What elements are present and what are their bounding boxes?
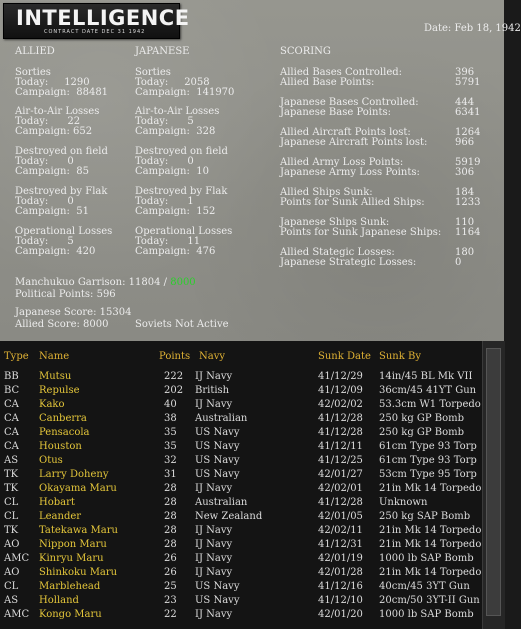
scoring-label: Allied Bases Controlled: xyxy=(280,67,403,78)
ship-navy: US Navy xyxy=(195,441,240,452)
scoring-label: Japanese Aircraft Points lost: xyxy=(280,137,428,148)
ship-name: Hobart xyxy=(39,497,75,508)
scoring-value: 5791 xyxy=(455,77,481,88)
japanese-field-today: Today: 0 xyxy=(135,156,194,167)
ships-sunk-table xyxy=(0,341,482,629)
allied-field-title: Destroyed on field xyxy=(15,146,108,157)
ship-name: Nippon Maru xyxy=(39,539,107,550)
sunk-date: 41/12/28 xyxy=(318,413,363,424)
ship-navy: British xyxy=(195,385,230,396)
table-row[interactable] xyxy=(0,496,482,510)
manchukuo-garrison xyxy=(15,278,196,288)
allied-flak-title: Destroyed by Flak xyxy=(15,186,108,197)
table-row[interactable] xyxy=(0,538,482,552)
ship-points: 31 xyxy=(164,469,177,480)
ship-name: Houston xyxy=(39,441,82,452)
scoring-label: Allied Ships Sunk: xyxy=(280,187,373,198)
sunk-by: 40cm/45 3YT Gun xyxy=(379,581,470,592)
sunk-date: 42/02/01 xyxy=(318,483,363,494)
table-row[interactable] xyxy=(0,454,482,468)
table-row[interactable] xyxy=(0,580,482,594)
table-row[interactable] xyxy=(0,566,482,580)
japanese-field-campaign: Campaign: 10 xyxy=(135,166,209,177)
table-row[interactable] xyxy=(0,426,482,440)
ship-name: Okayama Maru xyxy=(39,483,117,494)
scoring-label: Allied Stategic Losses: xyxy=(280,247,395,258)
table-row[interactable] xyxy=(0,594,482,608)
ship-name: Marblehead xyxy=(39,581,101,592)
ship-points: 25 xyxy=(164,581,177,592)
sunk-date: 42/02/11 xyxy=(318,525,363,536)
ship-points: 26 xyxy=(164,567,177,578)
ship-points: 222 xyxy=(164,371,184,382)
table-row[interactable] xyxy=(0,468,482,482)
scoring-label: Allied Army Loss Points: xyxy=(280,157,404,168)
ship-name: Mutsu xyxy=(39,371,72,382)
scoring-value: 110 xyxy=(455,217,475,228)
ship-points: 35 xyxy=(164,441,177,452)
ship-type: CA xyxy=(4,399,19,410)
allied-flak-campaign: Campaign: 51 xyxy=(15,206,89,217)
ship-type: AS xyxy=(4,595,19,606)
ship-navy: US Navy xyxy=(195,469,240,480)
scoring-label: Japanese Base Points: xyxy=(280,107,391,118)
ship-type: CL xyxy=(4,497,19,508)
ship-type: AS xyxy=(4,455,19,466)
ship-type: AMC xyxy=(4,553,30,564)
japanese-column-heading: JAPANESE xyxy=(135,46,190,57)
ship-type: CL xyxy=(4,581,19,592)
sunk-by: Unknown xyxy=(379,497,428,508)
table-row[interactable] xyxy=(0,440,482,454)
sunk-by: 250 kg SAP Bomb xyxy=(379,511,471,522)
ship-type: AO xyxy=(4,567,20,578)
ship-navy: US Navy xyxy=(195,427,240,438)
japanese-field-title: Destroyed on field xyxy=(135,146,228,157)
japanese-sorties-today: Today: 2058 xyxy=(135,77,210,88)
ship-points: 32 xyxy=(164,455,177,466)
ship-navy: IJ Navy xyxy=(195,525,233,536)
scoring-label: Allied Aircraft Points lost: xyxy=(280,127,411,138)
japanese-flak-title: Destroyed by Flak xyxy=(135,186,228,197)
sunk-date: 41/12/16 xyxy=(318,581,363,592)
report-date: Date: Feb 18, 1942 xyxy=(424,23,521,34)
sunk-date: 41/12/28 xyxy=(318,497,363,508)
ship-type: TK xyxy=(4,469,19,480)
ship-navy: IJ Navy xyxy=(195,483,233,494)
sunk-by: 61cm Type 93 Torp xyxy=(379,441,477,452)
table-row[interactable] xyxy=(0,552,482,566)
scoring-value: 966 xyxy=(455,137,475,148)
allied-a2a-title: Air-to-Air Losses xyxy=(15,106,100,117)
scoring-label: Points for Sunk Allied Ships: xyxy=(280,197,425,208)
japanese-flak-campaign: Campaign: 152 xyxy=(135,206,216,217)
allied-field-campaign: Campaign: 85 xyxy=(15,166,89,177)
ship-name: Kongo Maru xyxy=(39,609,102,620)
ship-type: TK xyxy=(4,483,19,494)
sunk-date: 41/12/25 xyxy=(318,455,363,466)
ship-navy: IJ Navy xyxy=(195,371,233,382)
japanese-score: Japanese Score: 15304 xyxy=(15,307,132,318)
sunk-by: 21in Mk 14 Torpedo xyxy=(379,567,482,578)
allied-ops-campaign: Campaign: 420 xyxy=(15,246,96,257)
ship-points: 202 xyxy=(164,385,184,396)
sunk-by: 21in Mk 14 Torpedo xyxy=(379,539,482,550)
ship-points: 28 xyxy=(164,497,177,508)
sunk-by: 21in Mk 14 Torpedo xyxy=(379,483,482,494)
ship-type: BC xyxy=(4,385,20,396)
scoring-value: 396 xyxy=(455,67,475,78)
ship-navy: Australian xyxy=(195,413,248,424)
sunk-by: 14in/45 BL Mk VII xyxy=(379,371,473,382)
sunk-date: 42/01/27 xyxy=(318,469,363,480)
scoring-label: Points for Sunk Japanese Ships: xyxy=(280,227,442,238)
table-row[interactable] xyxy=(0,510,482,524)
sunk-by: 20cm/50 3YT-II Gun xyxy=(379,595,480,606)
japanese-ops-campaign: Campaign: 476 xyxy=(135,246,216,257)
allied-sorties-campaign: Campaign: 88481 xyxy=(15,87,109,98)
table-row[interactable] xyxy=(0,384,482,398)
ship-name: Shinkoku Maru xyxy=(39,567,118,578)
table-row[interactable] xyxy=(0,412,482,426)
ship-type: AO xyxy=(4,539,20,550)
scoring-value: 5919 xyxy=(455,157,481,168)
scoring-label: Japanese Ships Sunk: xyxy=(280,217,390,228)
ship-type: CA xyxy=(4,413,19,424)
scoring-value: 444 xyxy=(455,97,475,108)
scoring-column-heading: SCORING xyxy=(280,46,331,57)
allied-a2a-today: Today: 22 xyxy=(15,116,81,127)
ship-type: CA xyxy=(4,441,19,452)
japanese-flak-today: Today: 1 xyxy=(135,196,194,207)
table-row[interactable] xyxy=(0,524,482,538)
ship-navy: US Navy xyxy=(195,581,240,592)
column-header-sunk-by[interactable]: Sunk By xyxy=(379,351,421,362)
ship-navy: IJ Navy xyxy=(195,539,233,550)
ship-name: Repulse xyxy=(39,385,80,396)
ship-name: Kinryu Maru xyxy=(39,553,104,564)
political-points: Political Points: 596 xyxy=(15,289,116,300)
ship-name: Tatekawa Maru xyxy=(39,525,118,536)
ship-navy: New Zealand xyxy=(195,511,263,522)
sunk-date: 42/01/05 xyxy=(318,511,363,522)
sunk-date: 42/01/28 xyxy=(318,567,363,578)
scoring-value: 180 xyxy=(455,247,475,258)
ship-points: 40 xyxy=(164,399,177,410)
table-row[interactable] xyxy=(0,608,482,622)
ship-points: 28 xyxy=(164,511,177,522)
allied-a2a-campaign: Campaign: 652 xyxy=(15,126,93,137)
allied-flak-today: Today: 0 xyxy=(15,196,74,207)
column-header-sunk-date[interactable]: Sunk Date xyxy=(318,351,371,362)
japanese-a2a-title: Air-to-Air Losses xyxy=(135,106,220,117)
japanese-a2a-campaign: Campaign: 328 xyxy=(135,126,216,137)
logo-subtitle: CONTRACT DATE DEC 31 1942 xyxy=(44,29,146,35)
sunk-date: 42/01/19 xyxy=(318,553,363,564)
sunk-by: 61cm Type 93 Torp xyxy=(379,455,477,466)
sunk-by: 21in Mk 14 Torpedo xyxy=(379,525,482,536)
ship-points: 35 xyxy=(164,427,177,438)
ship-navy: IJ Navy xyxy=(195,567,233,578)
sunk-by: 250 kg GP Bomb xyxy=(379,427,465,438)
sunk-by: 36cm/45 41YT Gun xyxy=(379,385,477,396)
japanese-ops-today: Today: 11 xyxy=(135,236,201,247)
ship-type: BB xyxy=(4,371,19,382)
ship-points: 26 xyxy=(164,553,177,564)
ship-points: 22 xyxy=(164,609,177,620)
ship-type: TK xyxy=(4,525,19,536)
scoring-value: 0 xyxy=(455,257,462,268)
ship-type: AMC xyxy=(4,609,30,620)
column-header-name[interactable]: Name xyxy=(39,351,70,362)
sunk-by: 250 kg GP Bomb xyxy=(379,413,465,424)
ship-points: 23 xyxy=(164,595,177,606)
sunk-date: 41/12/11 xyxy=(318,441,363,452)
ship-navy: IJ Navy xyxy=(195,609,233,620)
sunk-by: 1000 lb SAP Bomb xyxy=(379,609,474,620)
logo-title: INTELLIGENCE xyxy=(16,6,190,30)
scoring-label: Japanese Army Loss Points: xyxy=(280,167,420,178)
ship-points: 28 xyxy=(164,539,177,550)
ship-type: CL xyxy=(4,511,19,522)
sunk-date: 42/02/02 xyxy=(318,399,363,410)
sunk-date: 41/12/10 xyxy=(318,595,363,606)
ship-name: Holland xyxy=(39,595,79,606)
ship-name: Leander xyxy=(39,511,82,522)
allied-sorties-title: Sorties xyxy=(15,67,51,78)
scoring-value: 1233 xyxy=(455,197,481,208)
ship-points: 38 xyxy=(164,413,177,424)
column-header-navy[interactable]: Navy xyxy=(199,351,226,362)
ship-navy: Australian xyxy=(195,497,248,508)
ship-name: Larry Doheny xyxy=(39,469,109,480)
ship-points: 28 xyxy=(164,525,177,536)
garrison-label: Manchukuo Garrison: 11804 / xyxy=(15,277,171,288)
sunk-date: 42/01/20 xyxy=(318,609,363,620)
scrollbar-thumb[interactable] xyxy=(486,348,501,616)
soviets-status: Soviets Not Active xyxy=(135,319,229,330)
ship-navy: US Navy xyxy=(195,455,240,466)
table-row[interactable] xyxy=(0,370,482,384)
japanese-a2a-today: Today: 5 xyxy=(135,116,194,127)
scoring-value: 1164 xyxy=(455,227,481,238)
column-header-points[interactable]: Points xyxy=(159,351,191,362)
intelligence-logo xyxy=(3,3,190,39)
ship-type: CA xyxy=(4,427,19,438)
ship-navy: US Navy xyxy=(195,595,240,606)
scoring-label: Japanese Bases Controlled: xyxy=(280,97,419,108)
allied-field-today: Today: 0 xyxy=(15,156,74,167)
table-row[interactable] xyxy=(0,482,482,496)
sunk-date: 41/12/29 xyxy=(318,371,363,382)
ship-points: 28 xyxy=(164,483,177,494)
ship-navy: IJ Navy xyxy=(195,399,233,410)
scoring-label: Japanese Strategic Losses: xyxy=(280,257,417,268)
allied-ops-today: Today: 5 xyxy=(15,236,74,247)
allied-score: Allied Score: 8000 xyxy=(15,319,109,330)
japanese-sorties-title: Sorties xyxy=(135,67,171,78)
ship-name: Otus xyxy=(39,455,63,466)
scoring-value: 306 xyxy=(455,167,475,178)
scoring-value: 6341 xyxy=(455,107,481,118)
sunk-by: 53cm Type 95 Torp xyxy=(379,469,477,480)
allied-column-heading: ALLIED xyxy=(15,46,55,57)
ship-name: Kako xyxy=(39,399,65,410)
table-row[interactable] xyxy=(0,398,482,412)
garrison-requirement: 8000 xyxy=(170,277,196,288)
scoring-value: 1264 xyxy=(455,127,481,138)
japanese-ops-title: Operational Losses xyxy=(135,226,233,237)
sunk-date: 41/12/31 xyxy=(318,539,363,550)
sunk-date: 41/12/09 xyxy=(318,385,363,396)
scoring-label: Allied Base Points: xyxy=(280,77,375,88)
ship-name: Canberra xyxy=(39,413,87,424)
ship-navy: IJ Navy xyxy=(195,553,233,564)
scoring-value: 184 xyxy=(455,187,475,198)
sunk-by: 1000 lb SAP Bomb xyxy=(379,553,474,564)
ship-name: Pensacola xyxy=(39,427,90,438)
japanese-sorties-campaign: Campaign: 141970 xyxy=(135,87,235,98)
allied-sorties-today: Today: 1290 xyxy=(15,77,90,88)
sunk-by: 53.3cm W1 Torpedo xyxy=(379,399,481,410)
column-header-type[interactable]: Type xyxy=(4,351,29,362)
sunk-date: 41/12/28 xyxy=(318,427,363,438)
allied-ops-title: Operational Losses xyxy=(15,226,113,237)
